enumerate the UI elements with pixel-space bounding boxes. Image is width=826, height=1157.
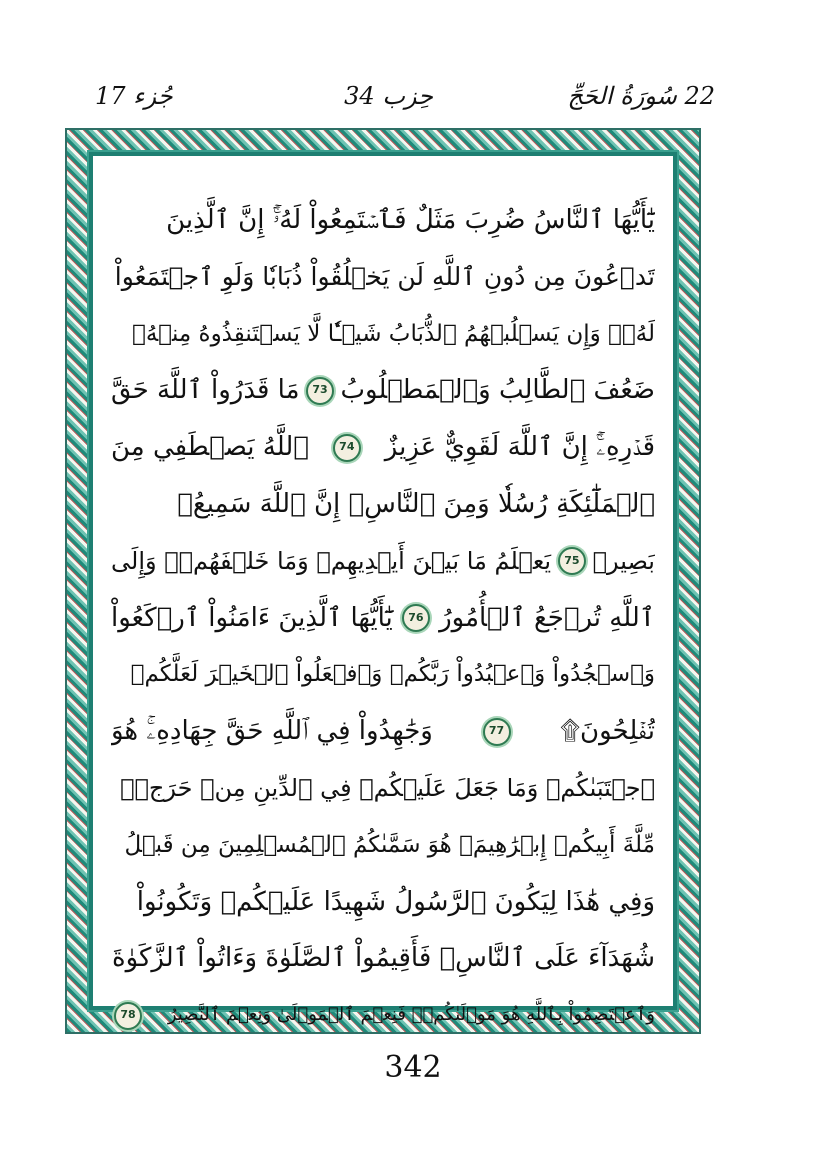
verse-text: ٱلۡمَلَٰٓئِكَةِ رُسُلٗا وَمِنَ ٱلنَّاسِۚ إِنَّ ٱللَّهَ سَمِيعُۢ xyxy=(177,488,655,519)
verse-line xyxy=(111,306,655,363)
verse-line xyxy=(111,192,655,249)
verse-line xyxy=(111,362,655,419)
ornamental-border xyxy=(65,128,701,1034)
ayah-number-marker: 75 xyxy=(558,547,586,575)
ayah-number-marker: 78 xyxy=(114,1002,142,1030)
verse-text: بَصِيرٞ xyxy=(592,546,655,575)
text-panel xyxy=(93,156,673,1026)
verse-text: يَٰٓأَيُّهَا ٱلَّذِينَ ءَامَنُواْ ٱرۡكَعُواْ xyxy=(111,602,393,633)
verse-text: وَٱعۡتَصِمُواْ بِٱللَّهِ هُوَ مَوۡلَىٰكُمۡۖ فَنِعۡمَ ٱلۡمَوۡلَىٰ وَنِعۡمَ ٱلنَّصِيرُ xyxy=(167,1004,655,1026)
verse-text: تَدۡعُونَ مِن دُونِ ٱللَّهِ لَن يَخۡلُقُواْ ذُبَابٗا وَلَوِ ٱجۡتَمَعُواْ xyxy=(114,261,655,291)
verse-text: مَا قَدَرُواْ ٱللَّهَ حَقَّ xyxy=(111,375,300,406)
verse-line xyxy=(111,817,655,874)
verse-text: تُفۡلِحُونَ۩ xyxy=(560,716,655,747)
verse-line xyxy=(111,703,655,760)
verse-line xyxy=(111,533,655,590)
verse-text: ضَعُفَ ٱلطَّالِبُ وَٱلۡمَطۡلُوبُ xyxy=(340,375,655,406)
verse-line xyxy=(111,476,655,533)
verse-text: ٱجۡتَبَىٰكُمۡ وَمَا جَعَلَ عَلَيۡكُمۡ فِي ٱلدِّينِ مِنۡ حَرَجٖۚ xyxy=(120,773,655,802)
verse-line xyxy=(111,590,655,647)
verse-line xyxy=(111,874,655,931)
verse-text: وَجَٰهِدُواْ فِي ٱللَّهِ حَقَّ جِهَادِهِۦۚ هُوَ xyxy=(111,716,433,747)
verse-line xyxy=(111,419,655,476)
verse-text: وَفِي هَٰذَا لِيَكُونَ ٱلرَّسُولُ شَهِيدًا عَلَيۡكُمۡ وَتَكُونُواْ xyxy=(136,886,655,917)
verse-text: ٱللَّهِ تُرۡجَعُ ٱلۡأُمُورُ xyxy=(439,602,655,633)
verse-line xyxy=(111,249,655,306)
verse-line xyxy=(111,646,655,703)
ayah-number-marker: 73 xyxy=(306,377,334,405)
verse-line xyxy=(111,987,655,1044)
verse-text: وَٱسۡجُدُواْ وَٱعۡبُدُواْ رَبَّكُمۡ وَٱفۡعَلُواْ ٱلۡخَيۡرَ لَعَلَّكُمۡ xyxy=(130,661,655,688)
ayah-number-marker: 77 xyxy=(483,718,511,746)
hizb-label: حِزب 34 xyxy=(344,82,433,110)
verse-text: يَعۡلَمُ مَا بَيۡنَ أَيۡدِيهِمۡ وَمَا خَلۡفَهُمۡۚ وَإِلَى xyxy=(111,546,552,575)
page-number: 342 xyxy=(384,1050,442,1085)
verse-lines xyxy=(93,156,673,1026)
verse-text: لَهُۥۖ وَإِن يَسۡلُبۡهُمُ ٱلذُّبَابُ شَيۡـٔٗا لَّا يَسۡتَنقِذُوهُ مِنۡهُۚ xyxy=(132,320,655,347)
verse-text: قَدۡرِهِۦٓۚ إِنَّ ٱللَّهَ لَقَوِيٌّ عَزِيزٌ xyxy=(384,432,655,463)
verse-text: مِّلَّةَ أَبِيكُمۡ إِبۡرَٰهِيمَۚ هُوَ سَمَّىٰكُمُ ٱلۡمُسۡلِمِينَ مِن قَبۡلُ xyxy=(124,831,655,858)
verse-line xyxy=(111,930,655,987)
ayah-number-marker: 76 xyxy=(402,604,430,632)
verse-text: يَٰٓأَيُّهَا ٱلنَّاسُ ضُرِبَ مَثَلٌ فَٱسۡتَمِعُواْ لَهُۥٓۚ إِنَّ ٱلَّذِينَ xyxy=(166,205,655,235)
verse-line xyxy=(111,760,655,817)
page-header xyxy=(95,82,715,122)
ayah-number-marker: 74 xyxy=(333,434,361,462)
verse-text: شُهَدَآءَ عَلَى ٱلنَّاسِۚ فَأَقِيمُواْ ٱلصَّلَوٰةَ وَءَاتُواْ ٱلزَّكَوٰةَ xyxy=(111,943,655,974)
juz-label: جُزء 17 xyxy=(95,82,173,110)
verse-text: ٱللَّهُ يَصۡطَفِي مِنَ xyxy=(111,432,309,463)
surah-title: 22 سُورَةُ الحَجِّ xyxy=(567,82,715,110)
